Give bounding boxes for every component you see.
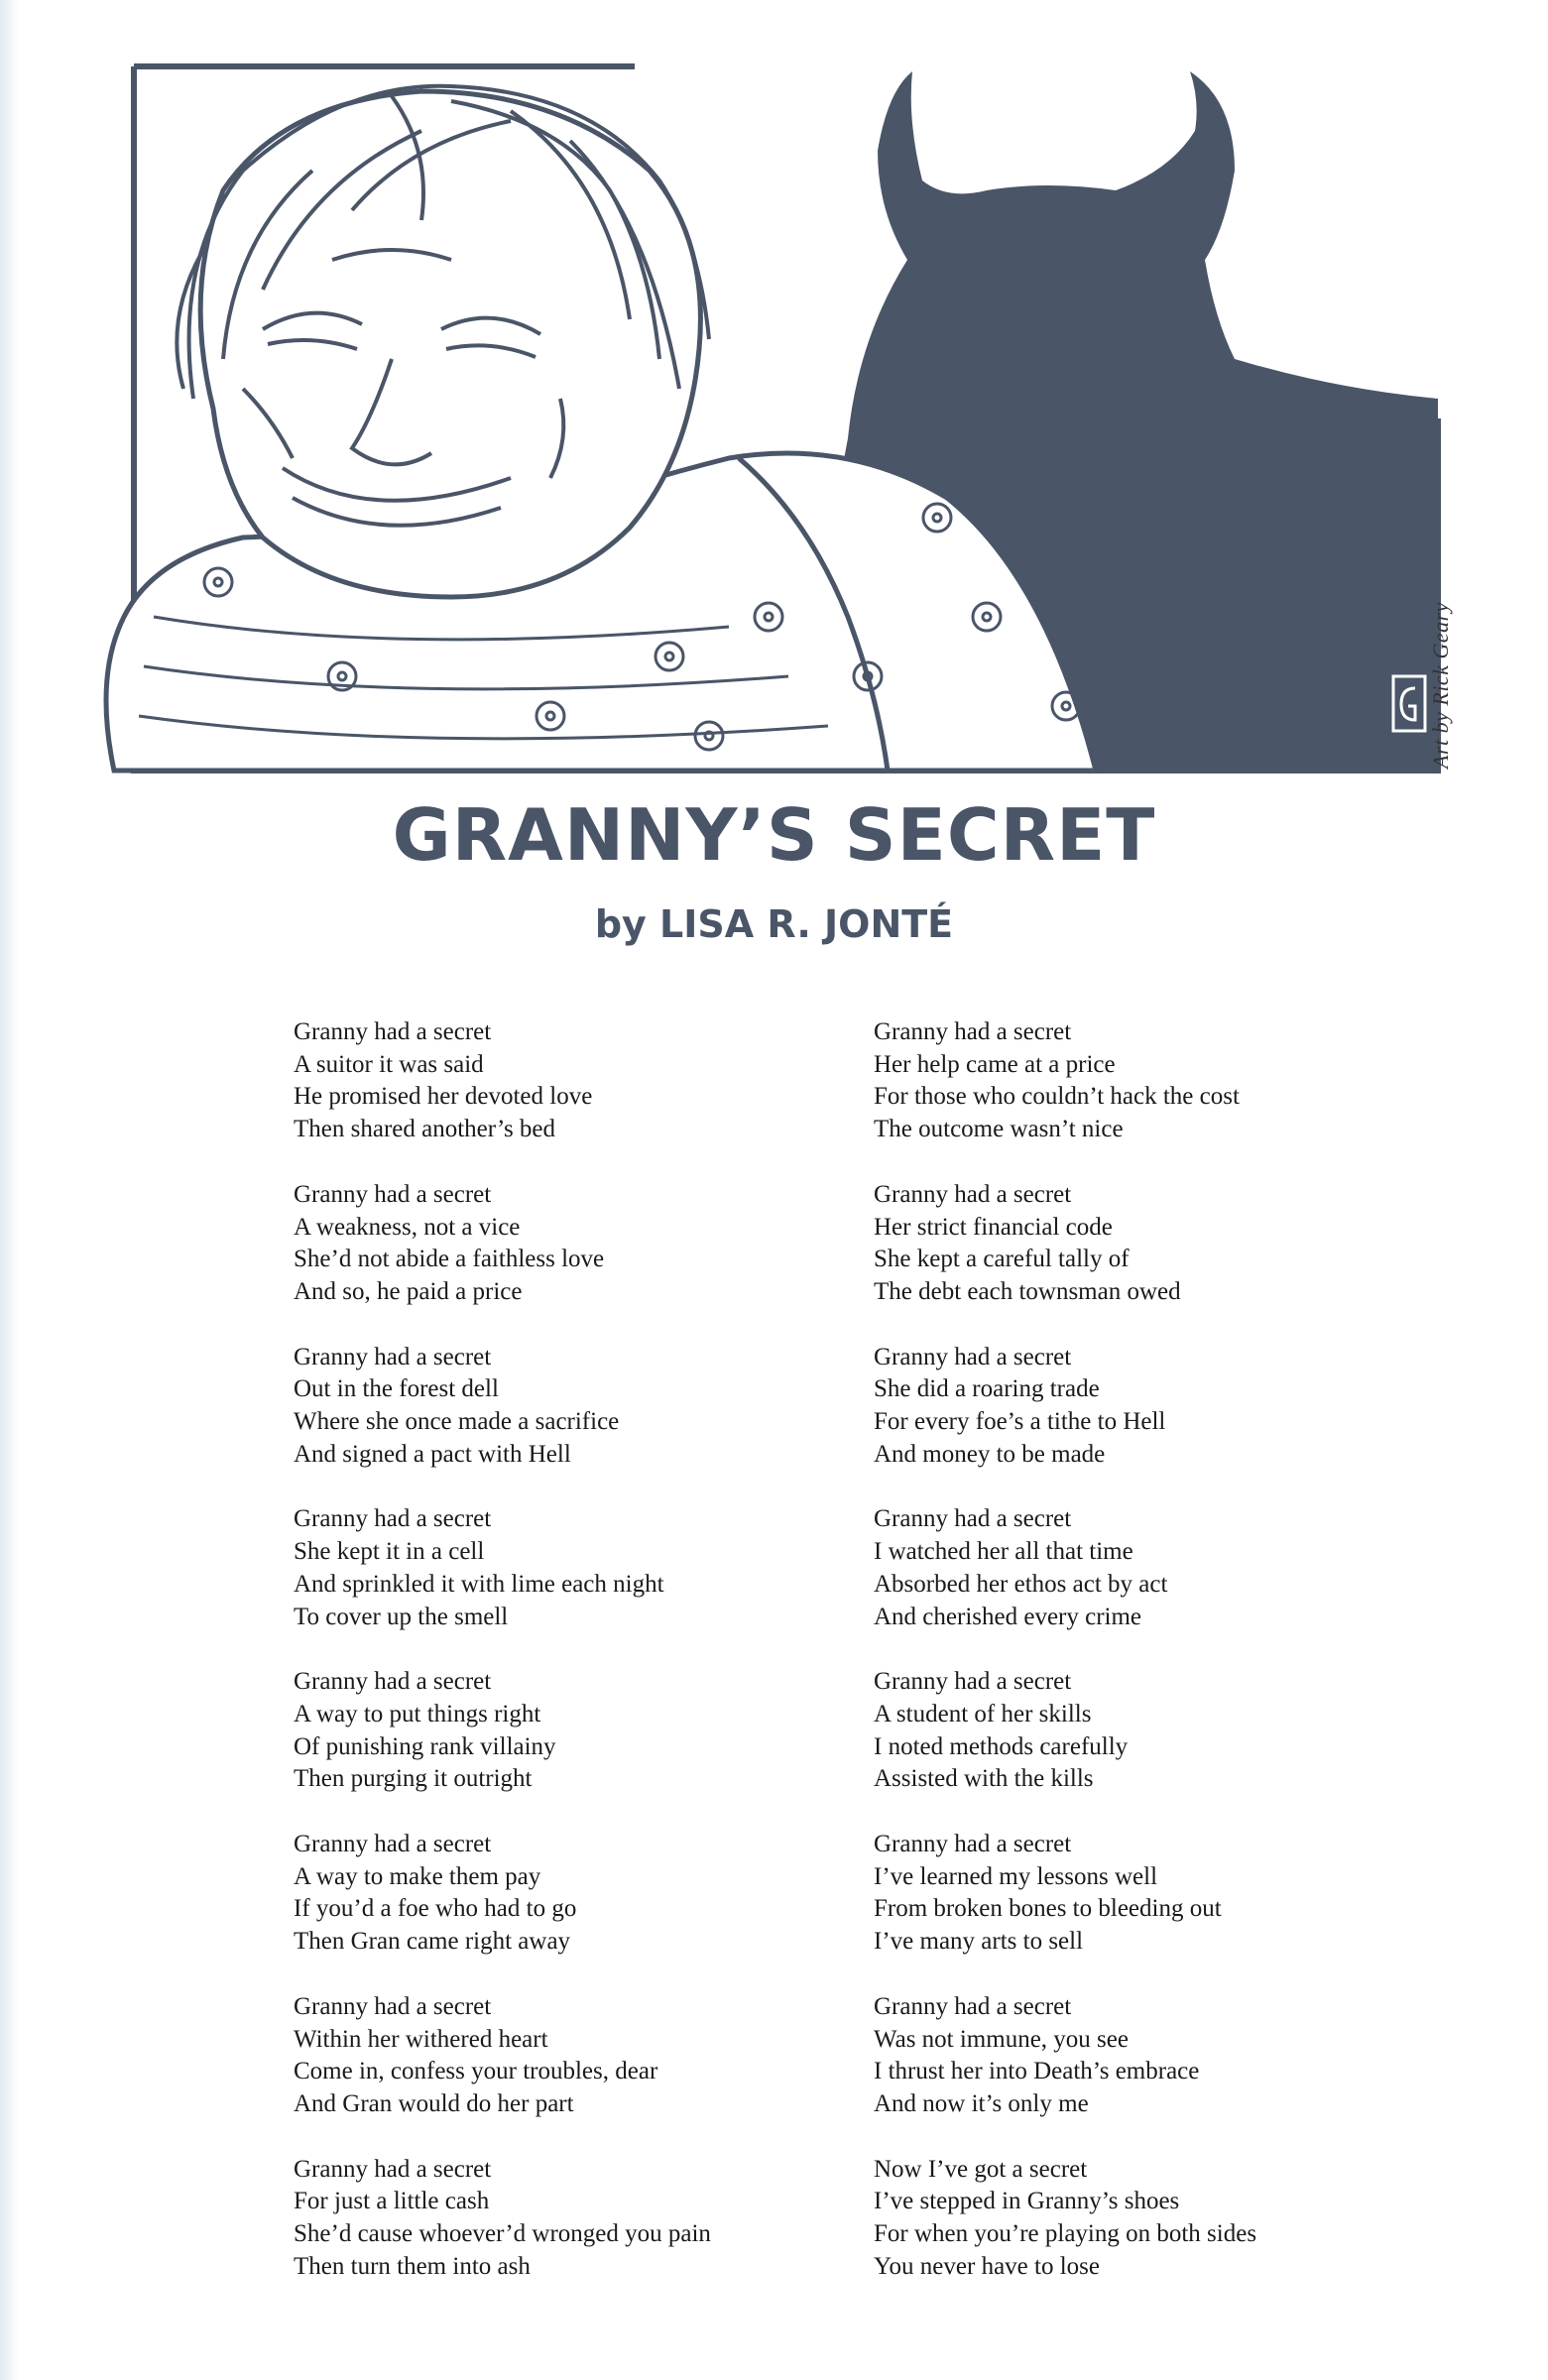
poem-line: She kept a careful tally of xyxy=(874,1246,1130,1273)
illustration-credit: Art by Rick Geary xyxy=(1428,602,1453,769)
poem-line: You never have to lose xyxy=(874,2252,1100,2280)
poem-line: Granny had a secret xyxy=(294,1992,492,2020)
stanza xyxy=(874,1503,1389,1633)
poem-line: Granny had a secret xyxy=(874,1831,1072,1858)
stanza xyxy=(874,1829,1389,1959)
stanza xyxy=(874,1342,1389,1472)
poem-line: Assisted with the kills xyxy=(874,1765,1094,1793)
stanza xyxy=(294,1666,809,1796)
poem-line: A suitor it was said xyxy=(294,1050,484,1078)
poem-line: Granny had a secret xyxy=(294,1668,492,1696)
poem-line: Then shared another’s bed xyxy=(294,1116,556,1143)
stanza xyxy=(294,1179,809,1309)
stanza xyxy=(874,1666,1389,1796)
poem-line: The outcome wasn’t nice xyxy=(874,1116,1124,1143)
stanza xyxy=(874,1991,1389,2121)
poem-line: Granny had a secret xyxy=(874,1180,1072,1208)
poem-line: And signed a pact with Hell xyxy=(294,1440,571,1468)
poem-line: Come in, confess your troubles, dear xyxy=(294,2058,658,2085)
poem-line: And so, he paid a price xyxy=(294,1277,523,1305)
poem-column-left xyxy=(294,1016,809,2317)
poem-line: Where she once made a sacrifice xyxy=(294,1408,620,1436)
granny-devil-illustration xyxy=(94,61,1458,775)
poem-line: For every foe’s a tithe to Hell xyxy=(874,1408,1166,1436)
poem-line: Granny had a secret xyxy=(874,1343,1072,1370)
poem-line: Granny had a secret xyxy=(294,1180,492,1208)
poem-line: I’ve stepped in Granny’s shoes xyxy=(874,2188,1180,2215)
poem-line: Granny had a secret xyxy=(294,2155,492,2183)
poem-byline: by LISA R. JONTÉ xyxy=(594,902,954,946)
stanza xyxy=(874,2154,1389,2284)
poem-line: And sprinkled it with lime each night xyxy=(294,1570,664,1598)
poem-line: A way to put things right xyxy=(294,1700,541,1727)
poem-line: She did a roaring trade xyxy=(874,1375,1100,1403)
poem-line: Granny had a secret xyxy=(874,1505,1072,1533)
poem-line: A student of her skills xyxy=(874,1700,1092,1727)
poem-line: I’ve learned my lessons well xyxy=(874,1862,1158,1890)
poem-line: For when you’re playing on both sides xyxy=(874,2220,1257,2248)
poem-line: I noted methods carefully xyxy=(874,1732,1129,1760)
poem-line: A weakness, not a vice xyxy=(294,1213,521,1241)
poem-line: And Gran would do her part xyxy=(294,2089,574,2117)
poem-title: GRANNY’S SECRET xyxy=(392,793,1156,877)
poem-line: Her help came at a price xyxy=(874,1050,1116,1078)
poem-line: Then turn them into ash xyxy=(294,2252,531,2280)
poem-line: She’d cause whoever’d wronged you pain xyxy=(294,2220,711,2248)
poem-line: She kept it in a cell xyxy=(294,1538,485,1566)
poem-line: Then Gran came right away xyxy=(294,1928,571,1956)
stanza xyxy=(294,1342,809,1472)
poem-line: Of punishing rank villainy xyxy=(294,1732,556,1760)
poem-line: If you’d a foe who had to go xyxy=(294,1895,577,1923)
poem-line: To cover up the smell xyxy=(294,1603,509,1630)
poem-line: And cherished every crime xyxy=(874,1603,1142,1630)
poem-line: Within her withered heart xyxy=(294,2025,548,2053)
poem-line: The debt each townsman owed xyxy=(874,1277,1181,1305)
poem-line: Granny had a secret xyxy=(874,1992,1072,2020)
poem-line: Granny had a secret xyxy=(294,1505,492,1533)
poem-line: Then purging it outright xyxy=(294,1765,533,1793)
poem-line: For just a little cash xyxy=(294,2188,490,2215)
poem-line: Absorbed her ethos act by act xyxy=(874,1570,1168,1598)
poem-line: Granny had a secret xyxy=(294,1343,492,1370)
stanza xyxy=(294,1016,809,1146)
stanza xyxy=(874,1016,1389,1146)
stanza xyxy=(294,1503,809,1633)
poem-line: He promised her devoted love xyxy=(294,1083,593,1111)
poem-line: Granny had a secret xyxy=(874,1018,1072,1045)
poem-line: A way to make them pay xyxy=(294,1862,541,1890)
page-edge-shade xyxy=(0,0,18,2380)
poem-line: I’ve many arts to sell xyxy=(874,1928,1084,1956)
poem-line: And now it’s only me xyxy=(874,2089,1089,2117)
poem-line: Granny had a secret xyxy=(874,1668,1072,1696)
poem-line: Her strict financial code xyxy=(874,1213,1113,1241)
stanza xyxy=(294,2154,809,2284)
poem-line: I watched her all that time xyxy=(874,1538,1133,1566)
stanza xyxy=(874,1179,1389,1309)
poem-line: For those who couldn’t hack the cost xyxy=(874,1083,1240,1111)
poem-line: I thrust her into Death’s embrace xyxy=(874,2058,1200,2085)
poem-line: Granny had a secret xyxy=(294,1831,492,1858)
stanza xyxy=(294,1991,809,2121)
poem-line: She’d not abide a faithless love xyxy=(294,1246,605,1273)
poem-column-right xyxy=(874,1016,1389,2317)
poem-line: Now I’ve got a secret xyxy=(874,2155,1088,2183)
poem-line: And money to be made xyxy=(874,1440,1106,1468)
poem-line: Granny had a secret xyxy=(294,1018,492,1045)
stanza xyxy=(294,1829,809,1959)
poem-line: Out in the forest dell xyxy=(294,1375,499,1403)
poem-line: Was not immune, you see xyxy=(874,2025,1129,2053)
poem-line: From broken bones to bleeding out xyxy=(874,1895,1222,1923)
